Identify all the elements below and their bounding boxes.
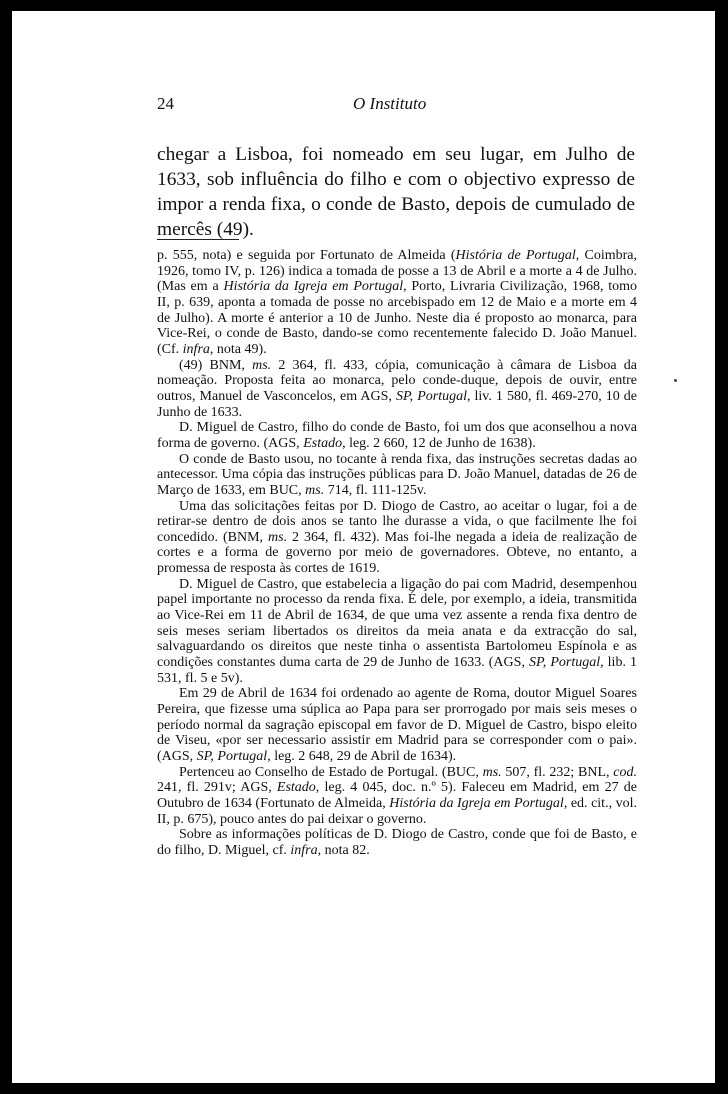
footnote-paragraph-sobre: Sobre as informações políticas de D. Diogo de Castro, conde que foi de Basto, e do filho, D. Miguel, cf. infra, nota 82. bbox=[157, 827, 637, 858]
body-paragraph: chegar a Lisboa, foi nomeado em seu lugar, em Julho de 1633, sob influência do filho e com o objectivo expresso de impor a renda fixa, o conde de Basto, depois de cumulado de mercês (49). bbox=[157, 144, 635, 240]
footnote-divider bbox=[157, 239, 239, 240]
book-page bbox=[12, 11, 715, 1083]
page-header bbox=[157, 94, 635, 118]
footnote-paragraph-council: Pertenceu ao Conselho de Estado de Portugal. (BUC, ms. 507, fl. 232; BNL, cod. 241, fl. 291v; AGS, Estado, leg. 4 045, doc. n.º 5). Faleceu em Madrid, em 27 de Outubro de 1634 (Fortunato de Almeida, História da Igreja em Portugal, ed. cit., vol. II, p. 675), pouco antes do pai deixar o governo. bbox=[157, 764, 637, 827]
stray-mark bbox=[674, 379, 677, 382]
footnote-paragraph-basto: O conde de Basto usou, no tocante à renda fixa, das instruções secretas dadas ao antecessor. Uma cópia das instruções públicas para D. João Manuel, datadas de 26 de Março de 1633, em BUC, ms. 714, fl. 111-125v. bbox=[157, 451, 637, 498]
footnote-paragraph-miguel-madrid: D. Miguel de Castro, que estabelecia a ligação do pai com Madrid, desempenhou papel importante no processo da renda fixa. É dele, por exemplo, a ideia, transmitida ao Vice-Rei em 11 de Abril de 1634, de que uma vez assente a renda fixa dentro de seis meses seriam libertados os direitos da meia anata e da extracção do sal, salvaguardando os direitos que neste tinha o assentista Bartolomeu Espínola e as condições constantes duma carta de 29 de Junho de 1633. (AGS, SP, Portugal, lib. 1 531, fl. 5 e 5v). bbox=[157, 576, 638, 686]
footnote-paragraph-diogo: Uma das solicitações feitas por D. Diogo de Castro, ao aceitar o lugar, foi a de retirar-se dentro de dois anos se tanto lhe durasse a vida, o que facilmente lhe foi concedido. (BNM, ms. 2 364, fl. 432). Mas foi-lhe negada a ideia de realização de cortes e a forma de governo por meio de governadores. Obteve, no entanto, a promessa de resposta às cortes de 1619. bbox=[157, 498, 638, 577]
running-title: O Instituto bbox=[353, 94, 427, 113]
page-number: 24 bbox=[157, 94, 174, 113]
footnote-49: (49) BNM, ms. 2 364, fl. 433, cópia, comunicação à câmara de Lisboa da nomeação. Proposta feita ao monarca, pelo conde-duque, depois de ouvir, entre outros, Manuel de Vasconcelos, em AGS, SP, Portugal, liv. 1 580, fl. 469-270, 10 de Junho de 1633. bbox=[157, 357, 637, 420]
footnote-paragraph-miguel: D. Miguel de Castro, filho do conde de Basto, foi um dos que aconselhou a nova forma de governo. (AGS, Estado, leg. 2 660, 12 de Junho de 1638). bbox=[157, 420, 637, 451]
footnote-paragraph-rome: Em 29 de Abril de 1634 foi ordenado ao agente de Roma, doutor Miguel Soares Pereira, que fizesse uma súplica ao Papa para ser prorrogado por mais seis meses o período normal da sagração episcopal em favor de D. Miguel de Castro, bispo eleito de Viseu, «por ser necessario assistir em Madrid para se corresponder com o pai». (AGS, SP, Portugal, leg. 2 648, 29 de Abril de 1634). bbox=[157, 686, 637, 764]
footnote-continuation: p. 555, nota) e seguida por Fortunato de Almeida (História de Portugal, Coimbra, 1926, tomo IV, p. 126) indica a tomada de posse a 13 de Abril e a morte a 4 de Julho. (Mas em a História da Igreja em Portugal, Porto, Livraria Civilização, 1968, tomo II, p. 639, aponta a tomada de posse no arcebispado em 12 de Maio e a morte em 4 de Julho). A morte é anterior a 10 de Junho. Neste dia é proposto ao monarca, para Vice-Rei, o conde de Basto, dando-se como recentemente falecido D. João Manuel. (Cf. infra, nota 49). bbox=[157, 248, 638, 357]
footnotes bbox=[157, 248, 637, 859]
